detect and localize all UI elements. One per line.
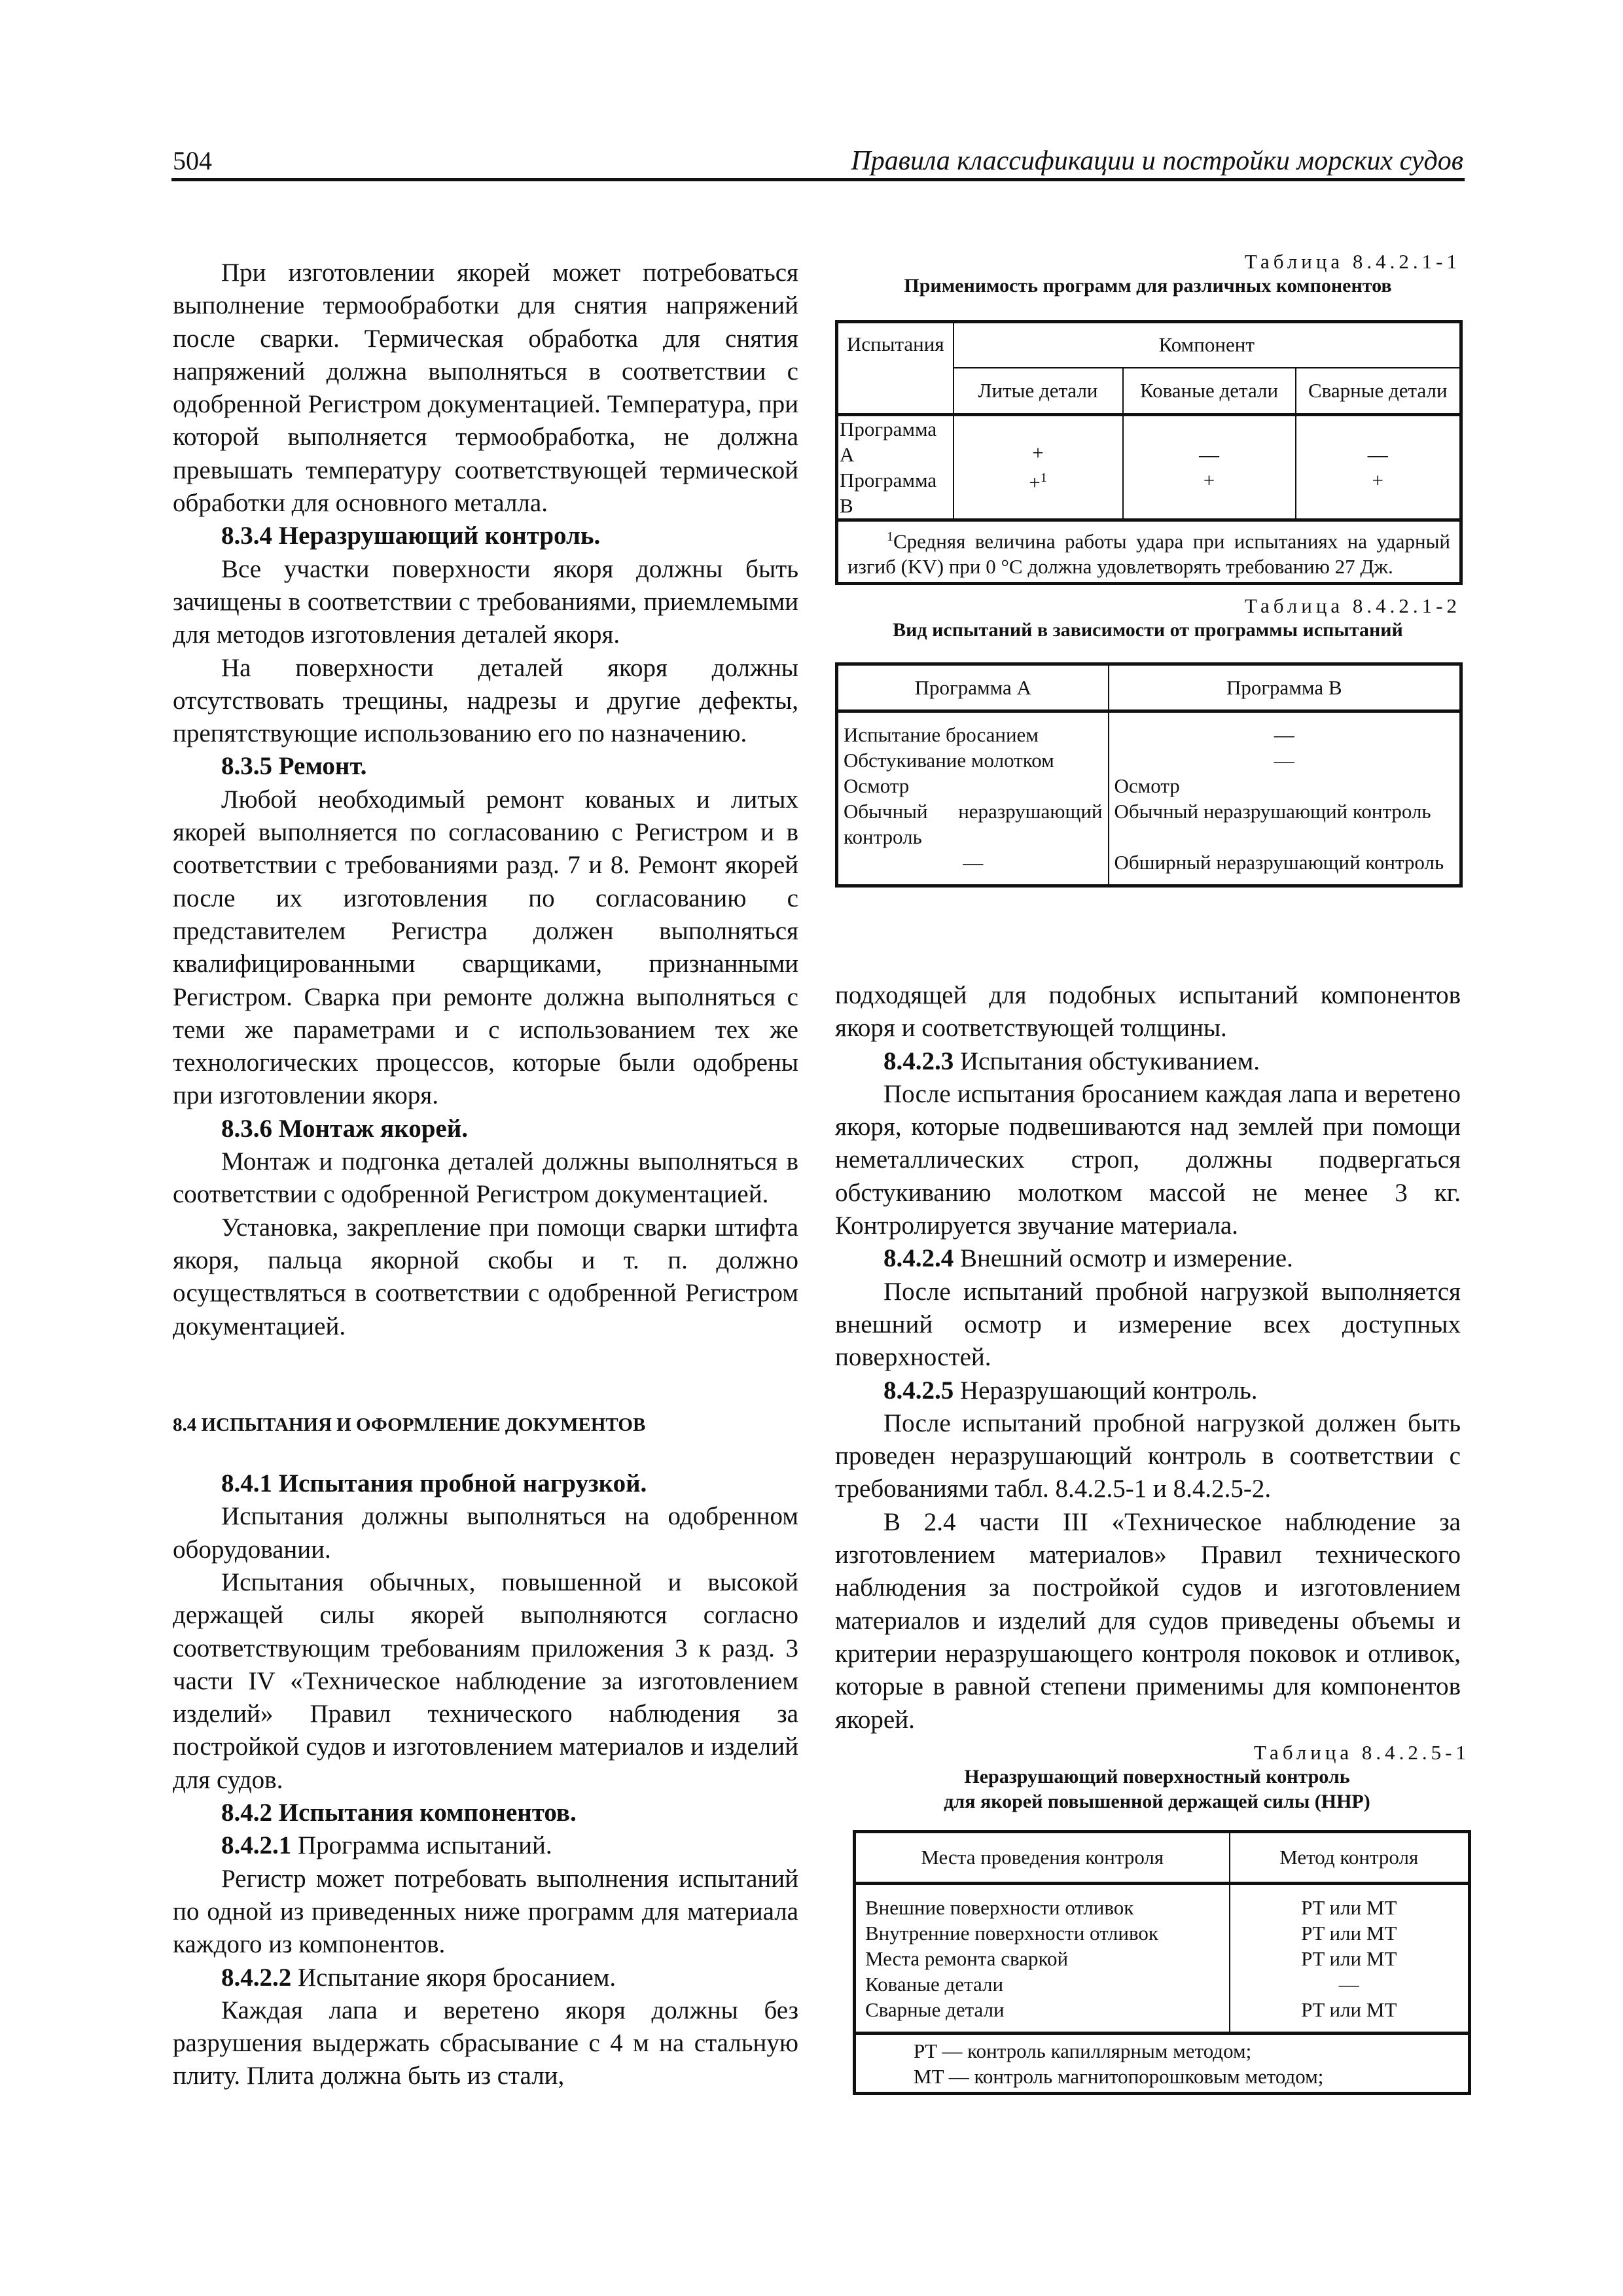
numbered-paragraph	[173, 1829, 798, 1862]
footnote-ref: 1	[1040, 470, 1047, 485]
test-item: Осмотр	[844, 774, 910, 797]
test-item: Обстукивание молотком	[844, 749, 1054, 772]
numbered-paragraph	[835, 1374, 1461, 1407]
row-label: Программа В	[840, 469, 937, 517]
body-paragraph: При изготовлении якорей может потребоваться выполнение термообработки для снятия напряжений после сварки. Термическая обработка для снятия напряжений должна выполняться в соответствии с одобренной Регистром документацией. Температура, при которой выполняется термообработка, не должна превышать температуру соответствующей термической обработки для основного металла.	[173, 259, 798, 518]
section-heading: 8.3.6 Монтаж якорей.	[221, 1114, 468, 1143]
body-paragraph: После испытания бросанием каждая лапа и веретено якоря, которые подвешиваются над землей при помощи неметаллических строп, должны подвергаться обстукиванию молотком массой не менее 3 кг. Контролируется звучание материала.	[835, 1079, 1461, 1240]
test-item: Обширный неразрушающий контроль	[1114, 851, 1444, 874]
table1-header-tests: Испытания	[837, 322, 954, 415]
place-item: Места ремонта сваркой	[865, 1946, 1069, 1970]
table2-caption	[835, 594, 1461, 643]
table1	[835, 320, 1463, 585]
paragraph-title: Испытание якоря бросанием.	[291, 1963, 616, 1992]
method-item: —	[1338, 1972, 1359, 1996]
test-item: —	[1274, 749, 1294, 772]
body-paragraph: Все участки поверхности якоря должны быть зачищены в соответствии с требованиями, приемлемыми для методов изготовления деталей якоря.	[173, 554, 798, 649]
method-item: PT или MT	[1301, 1895, 1397, 1919]
cell-value: —	[1367, 443, 1388, 466]
table2-header: Программа В	[1109, 664, 1461, 711]
table3-header: Места проведения контроля	[855, 1832, 1230, 1884]
cell-value: +	[1029, 471, 1041, 494]
place-item: Сварные детали	[865, 1998, 1005, 2021]
cell-value: +	[1032, 440, 1044, 464]
numbered-paragraph	[173, 1962, 798, 1994]
table1-row-labels	[837, 415, 954, 520]
table1-subheader: Кованые детали	[1123, 368, 1296, 415]
method-item: PT или MT	[1301, 1921, 1397, 1945]
body-paragraph: подходящей для подобных испытаний компонентов якоря и соответствующей толщины.	[835, 981, 1461, 1043]
table3-header: Метод контроля	[1230, 1832, 1470, 1884]
paragraph-number: 8.4.2.2	[221, 1963, 292, 1992]
page-number: 504	[173, 146, 212, 175]
table2-title: Вид испытаний в зависимости от программы испытаний	[893, 619, 1403, 641]
paragraph-title: Неразрушающий контроль.	[954, 1376, 1258, 1405]
cell-value: +	[1372, 469, 1383, 492]
cell-value: +	[1203, 469, 1215, 492]
body-paragraph: На поверхности деталей якоря должны отсутствовать трещины, надрезы и другие дефекты, препятствующие использованию его по назначению.	[173, 653, 798, 748]
cell-value	[958, 465, 1118, 495]
numbered-paragraph	[835, 1045, 1461, 1078]
footnote-mark: 1	[887, 529, 893, 544]
table2	[835, 662, 1463, 888]
body-paragraph: После испытаний пробной нагрузкой выполняется внешний осмотр и измерение всех доступных поверхностей.	[835, 1277, 1461, 1372]
right-column	[835, 979, 1461, 1736]
section-heading: 8.4.2 Испытания компонентов.	[221, 1799, 577, 1827]
legend-item: MT — контроль магнитопорошковым методом;	[914, 2064, 1324, 2088]
place-item: Кованые детали	[865, 1972, 1004, 1996]
section-heading: 8.3.5 Ремонт.	[221, 752, 367, 781]
table1-title: Применимость программ для различных компонентов	[904, 275, 1392, 296]
table3-title-line1: Неразрушающий поверхностный контроль	[964, 1766, 1350, 1787]
paragraph-title: Программа испытаний.	[291, 1831, 552, 1860]
body-paragraph: Каждая лапа и веретено якоря должны без разрушения выдержать сбрасывание с 4 м на стальную плиту. Плита должна быть из стали,	[173, 1996, 798, 2090]
paragraph-number: 8.4.2.3	[883, 1047, 954, 1075]
section-heading: 8.4.1 Испытания пробной нагрузкой.	[221, 1469, 647, 1498]
table1-cell	[954, 415, 1123, 520]
body-paragraph: Любой необходимый ремонт кованых и литых якорей выполняется по согласованию с Регистром и в соответствии с требованиями разд. 7 и 8. Ремонт якорей после их изготовления по согласованию с представителем Регистра должен выполняться квалифицированными сварщиками, признанными Регистром. Сварка при ремонте должна выполняться с теми же параметрами и с использованием тех же технологических процессов, которые были одобрены при изготовлении якоря.	[173, 785, 798, 1110]
section-heading: 8.3.4 Неразрушающий контроль.	[221, 522, 601, 550]
running-header-title: Правила классификации и постройки морских судов	[851, 146, 1463, 176]
footnote-text: Средняя величина работы удара при испытаниях на ударный изгиб (KV) при 0 °С должна удовлетворять требованию 27 Дж.	[847, 529, 1451, 579]
paragraph-number: 8.4.2.5	[883, 1376, 954, 1405]
body-paragraph: Испытания должны выполняться на одобренном оборудовании.	[173, 1502, 798, 1564]
cell-value: —	[1199, 443, 1219, 466]
test-item: Обычный неразрушающий контроль	[1114, 800, 1431, 823]
place-item: Внешние поверхности отливок	[865, 1895, 1134, 1919]
table2-program-b	[1109, 711, 1461, 886]
body-paragraph: Установка, закрепление при помощи сварки штифта якоря, пальца якорной скобы и т. п. должно осуществляться в соответствии с одобренной Регистром документацией.	[173, 1213, 798, 1340]
method-item: PT или MT	[1301, 1946, 1397, 1970]
table1-cell	[1123, 415, 1296, 520]
body-paragraph: Испытания обычных, повышенной и высокой держащей силы якорей выполняются согласно соответствующим требованиям приложения 3 к разд. 3 части IV «Техническое наблюдение за изготовлением изделий» Правил технического наблюдения за постройкой судов и изготовлением материалов и изделий для судов.	[173, 1568, 798, 1794]
test-item: —	[1274, 723, 1294, 746]
header-rule	[171, 178, 1465, 181]
table3	[853, 1830, 1471, 2095]
table3-methods	[1230, 1884, 1470, 2034]
test-item: —	[963, 851, 984, 874]
table3-legend	[855, 2034, 1470, 2094]
table1-subheader: Сварные детали	[1296, 368, 1461, 415]
numbered-paragraph	[835, 1242, 1461, 1275]
legend-item: PT — контроль капиллярным методом;	[914, 2039, 1252, 2062]
test-item: Испытание бросанием	[844, 723, 1039, 746]
table1-number: Таблица 8.4.2.1-1	[1244, 250, 1461, 273]
table3-title-line2: для якорей повышенной держащей силы (ННР)	[944, 1791, 1370, 1812]
paragraph-title: Испытания обстукиванием.	[954, 1047, 1260, 1075]
table1-header-component: Компонент	[954, 322, 1461, 368]
row-label: Программа А	[840, 418, 937, 466]
paragraph-number: 8.4.2.1	[221, 1831, 292, 1860]
paragraph-number: 8.4.2.4	[883, 1244, 954, 1273]
place-item: Внутренние поверхности отливок	[865, 1921, 1158, 1945]
left-column	[173, 257, 798, 2093]
table1-subheader: Литые детали	[954, 368, 1123, 415]
table3-places	[855, 1884, 1230, 2034]
table1-cell	[1296, 415, 1461, 520]
paragraph-title: Внешний осмотр и измерение.	[954, 1244, 1293, 1273]
body-paragraph: Регистр может потребовать выполнения испытаний по одной из приведенных ниже программ для материала каждого из компонентов.	[173, 1864, 798, 1959]
table3-number: Таблица 8.4.2.5-1	[1253, 1741, 1470, 1764]
body-paragraph: В 2.4 части III «Техническое наблюдение за изготовлением материалов» Правил технического наблюдения за постройкой судов и изготовлением материалов и изделий для судов приведены объемы и критерии неразрушающего контроля поковок и отливок, которые в равной степени применимы для компонентов якорей.	[835, 1507, 1461, 1734]
table1-caption	[835, 250, 1461, 298]
test-item: Осмотр	[1114, 774, 1180, 797]
test-item: Обычный неразрушающий контроль	[844, 800, 1103, 848]
chapter-heading: 8.4 ИСПЫТАНИЯ И ОФОРМЛЕНИЕ ДОКУМЕНТОВ	[173, 1414, 646, 1435]
body-paragraph: После испытаний пробной нагрузкой должен быть проведен неразрушающий контроль в соответствии с требованиями табл. 8.4.2.5-1 и 8.4.2.5-2.	[835, 1408, 1461, 1503]
body-paragraph: Монтаж и подгонка деталей должны выполняться в соответствии с одобренной Регистром документацией.	[173, 1147, 798, 1209]
table1-footnote	[837, 520, 1461, 584]
table2-header: Программа А	[837, 664, 1109, 711]
table2-program-a	[837, 711, 1109, 886]
table3-caption	[844, 1741, 1470, 1814]
method-item: PT или MT	[1301, 1998, 1397, 2021]
table2-number: Таблица 8.4.2.1-2	[1244, 594, 1461, 617]
